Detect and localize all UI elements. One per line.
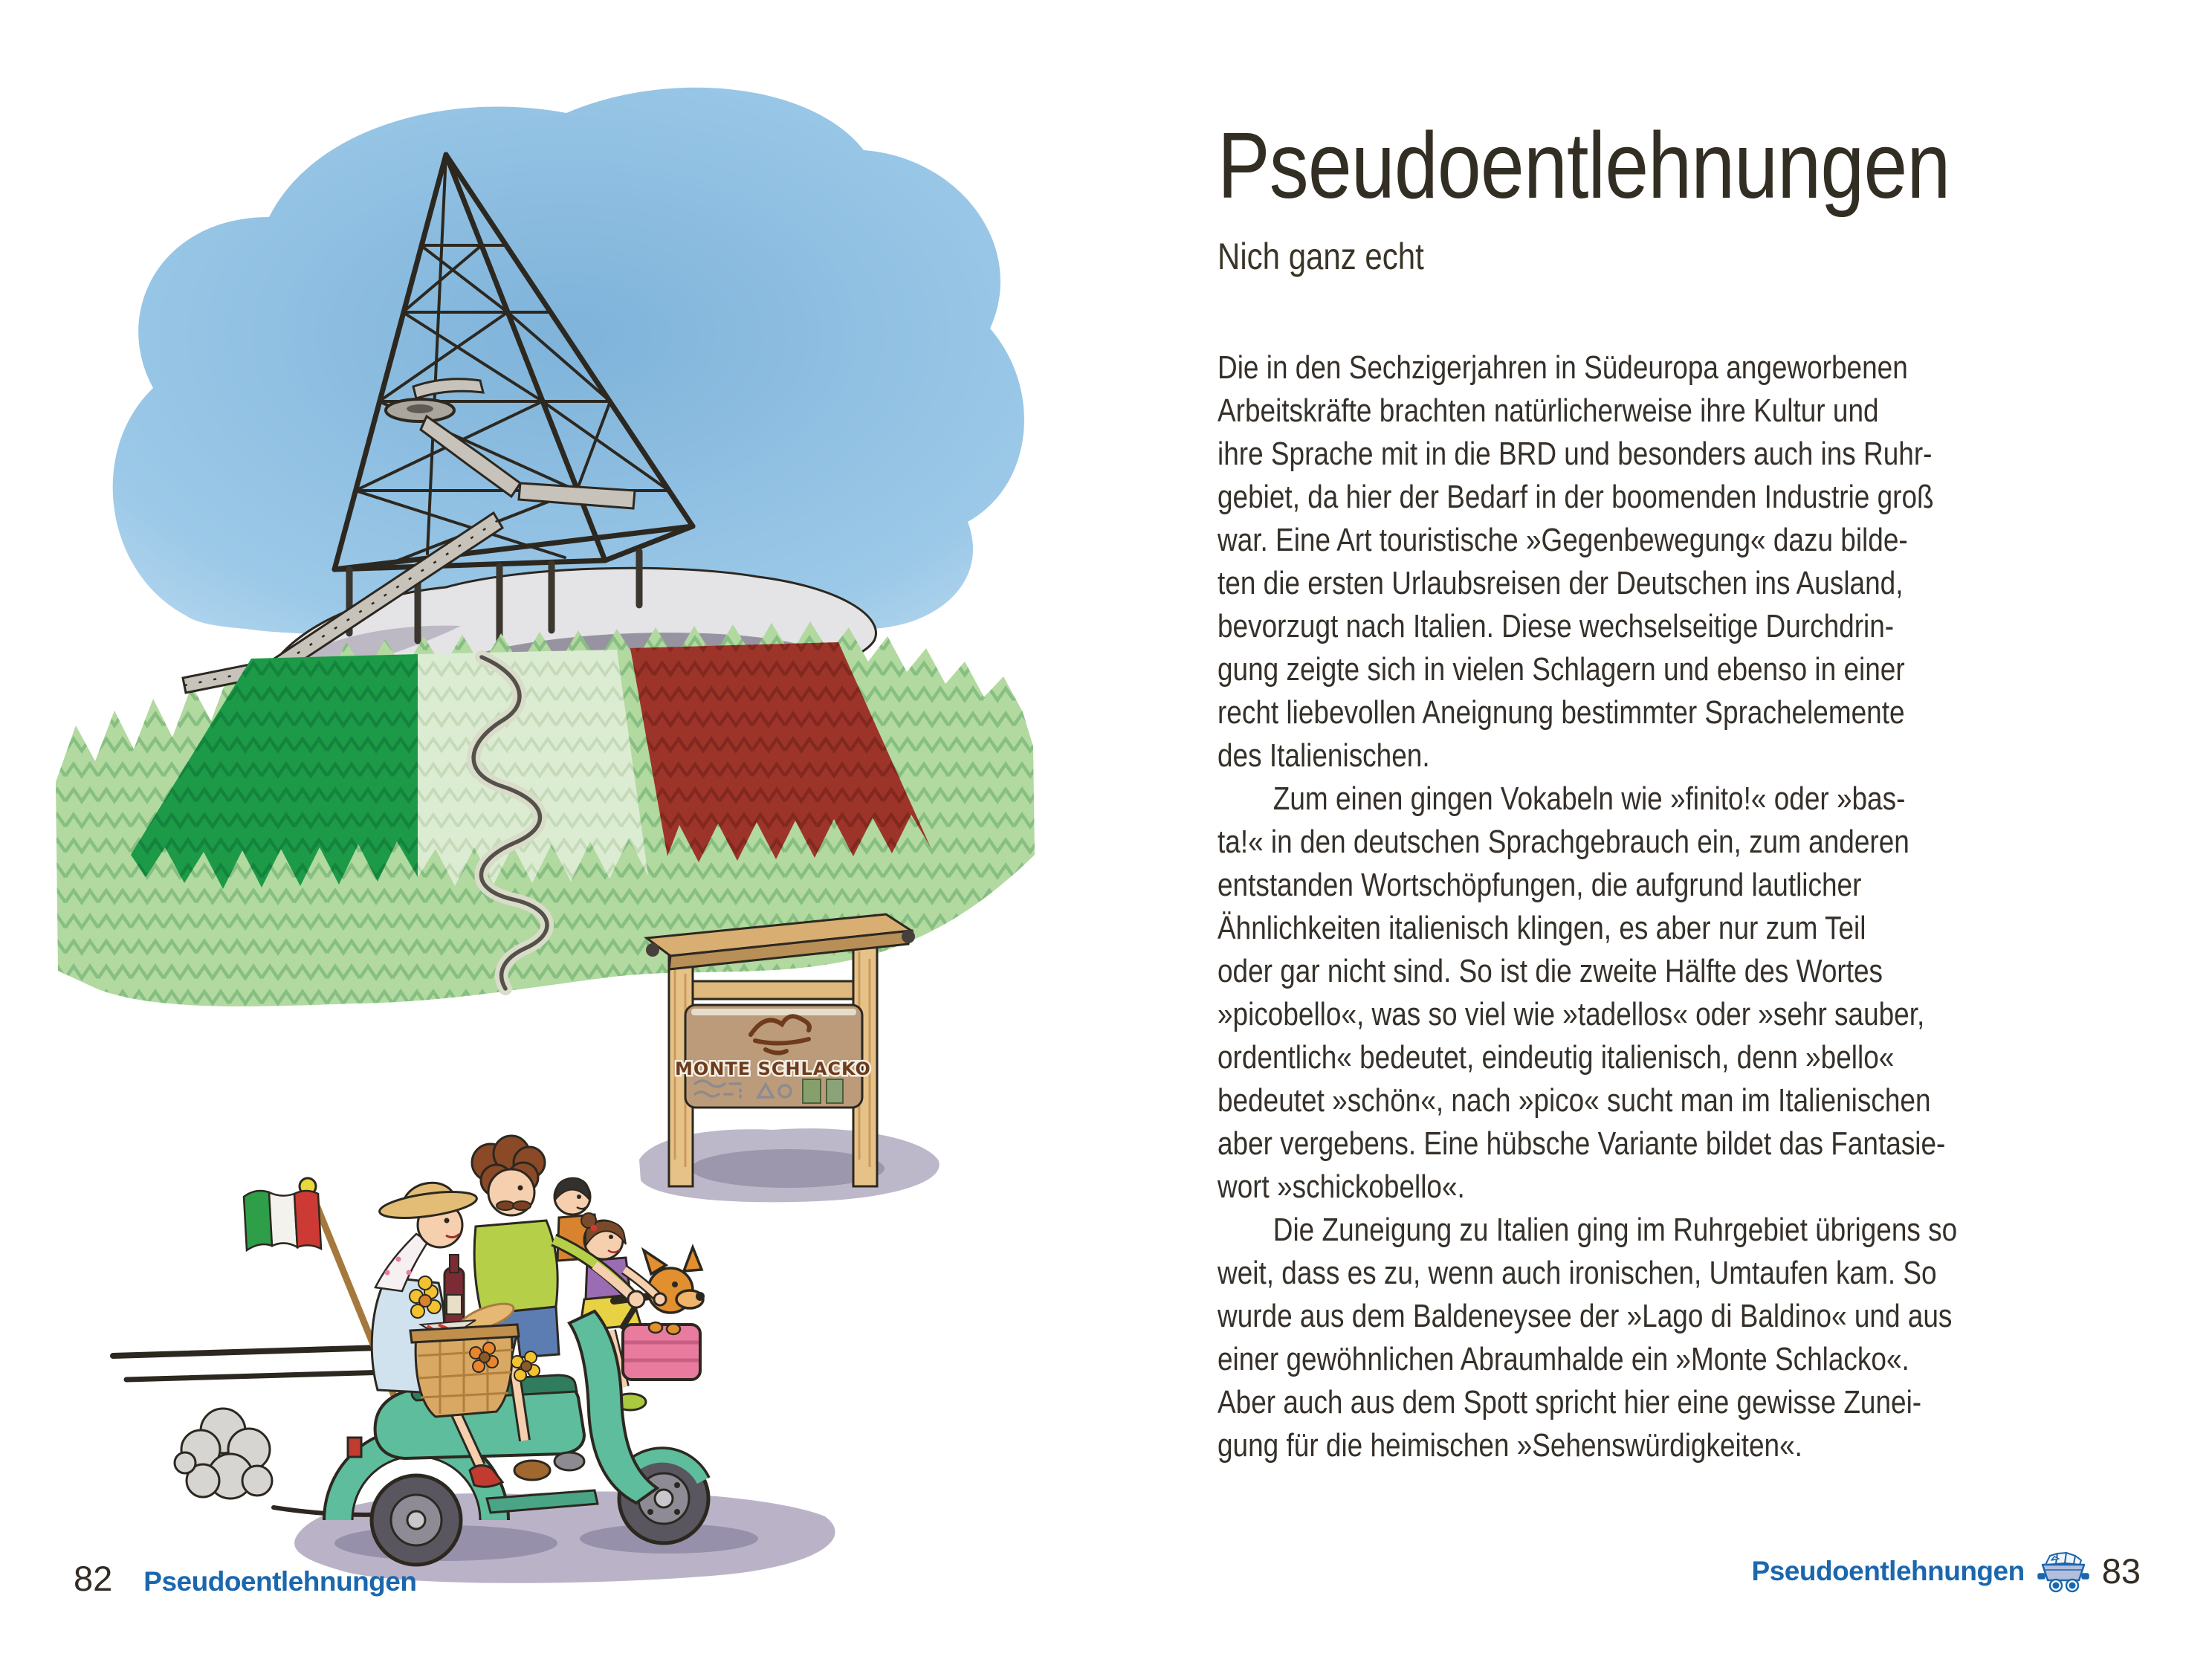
text-line: bedeutet »schön«, nach »pico« sucht man im Italienischen [1217,1082,1931,1119]
text-line: Arbeitskräfte brachten natürlicherweise ihre Kultur und [1217,392,1879,429]
footer-left [74,1557,416,1604]
text-line: recht liebevollen Aneignung bestimmter Sprachelemente [1217,694,1905,731]
chapter-title: Pseudoentlehnungen [1217,113,1950,218]
dog-ear [684,1247,702,1271]
text-line: weit, dass es zu, wenn auch ironischen, Umtaufen kam. So [1217,1255,1937,1291]
text-line: ten die ersten Urlaubsreisen der Deutschen ins Ausland, [1217,565,1904,601]
scooter-scene [113,1136,835,1583]
body-text [1217,346,2029,1467]
mine-cart-icon [2037,1550,2090,1593]
text-line: wurde aus dem Baldeneysee der »Lago di Baldino« und aus [1217,1298,1953,1334]
chapter-subtitle: Nich ganz echt [1217,236,1424,277]
text-line: war. Eine Art touristische »Gegenbewegung« dazu bilde- [1217,522,1908,558]
paragraph [1217,346,2029,778]
running-head-right: Pseudoentlehnungen [1751,1556,2025,1586]
sign-text: Monte Schlacko [675,1058,871,1079]
text-column [1217,0,2029,1668]
gray-boot [554,1452,584,1470]
text-line: ordentlich« bedeutet, eindeutig italienisch, denn »bello« [1217,1039,1895,1076]
text-line: Die Zuneigung zu Italien ging im Ruhrgebiet übrigens so [1272,1212,1958,1248]
text-line: oder gar nicht sind. So ist die zweite Hälfte des Wortes [1217,953,1883,989]
text-line: gebiet, da hier der Bedarf in der boomenden Industrie groß [1217,479,1934,515]
text-line: ihre Sprache mit in die BRD und besonders auch ins Ruhr- [1217,436,1933,472]
text-line: entstanden Wortschöpfungen, die aufgrund lautlicher [1217,867,1862,903]
page-number-left: 82 [74,1559,113,1598]
text-line: gung zeigte sich in vielen Schlagern und ebenso in einer [1217,651,1905,688]
pink-basket [623,1325,700,1380]
paragraph [1217,1209,2029,1467]
text-line: des Italienischen. [1217,737,1430,774]
page-number-right: 83 [2101,1551,2141,1591]
footer-right [1752,1549,2141,1594]
smoke-cloud [175,1409,272,1499]
text-line: Die in den Sechzigerjahren in Südeuropa angeworbenen [1217,349,1908,386]
text-line: einer gewöhnlichen Abraumhalde ein »Monte Schlacko«. [1217,1341,1909,1377]
father-shirt [474,1221,557,1314]
paragraph [1217,778,2029,1209]
rear-wheel [372,1475,461,1565]
text-line: Zum einen gingen Vokabeln wie »finito!« oder »bas- [1272,780,1906,817]
text-line: Aber auch aus dem Spott spricht hier eine gewisse Zunei- [1217,1384,1922,1420]
text-line: »picobello«, was so viel wie »tadellos« oder »sehr sauber, [1217,996,1925,1032]
text-line: gung für die heimischen »Sehenswürdigkeiten«. [1217,1427,1802,1464]
flag-band-white [418,650,648,886]
text-line: ta!« in den deutschen Sprachgebrauch ein, zum anderen [1217,824,1909,860]
father-shoe [514,1461,550,1480]
running-head-left: Pseudoentlehnungen [143,1566,417,1597]
text-line: aber vergebens. Eine hübsche Variante bildet das Fantasie- [1217,1125,1946,1162]
mother-red-shoe [470,1465,502,1487]
page-right [1106,0,2212,1668]
text-line: bevorzugt nach Italien. Diese wechselseitige Durchdrin- [1217,608,1895,644]
text-line: Ähnlichkeiten italienisch klingen, es aber nur zum Teil [1217,910,1866,946]
sky [113,88,1024,638]
text-line: wort »schickobello«. [1217,1168,1465,1205]
